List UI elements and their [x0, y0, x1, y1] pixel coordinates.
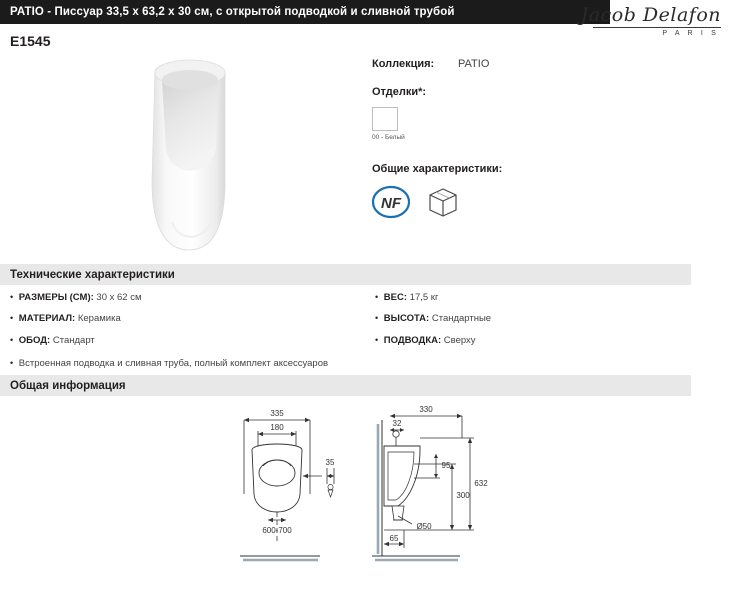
tech-spec-label: ПОДВОДКА: — [383, 334, 442, 346]
side-view-drawing — [372, 414, 474, 560]
tech-spec-value: Керамика — [77, 313, 121, 325]
collection-row — [372, 58, 702, 70]
finish-swatch-white[interactable] — [372, 107, 398, 131]
tech-spec-item — [375, 292, 705, 303]
bullet-icon: • — [375, 334, 379, 345]
side-dim-300: 300 — [456, 491, 470, 500]
tech-spec-value: Стандартные — [431, 313, 492, 325]
tech-spec-item-note — [10, 358, 723, 369]
collection-label: Коллекция: — [372, 58, 435, 70]
tech-spec-label: ОБОД: — [18, 334, 51, 346]
general-specs-block — [372, 163, 702, 224]
tech-spec-value: Стандарт — [52, 334, 95, 346]
brand-subtitle: P A R I S — [662, 30, 719, 37]
product-image — [120, 52, 320, 257]
tech-spec-value: Сверху — [443, 334, 476, 346]
header-title-bar — [0, 0, 610, 24]
finish-swatch-group — [372, 107, 702, 141]
section-title-technical: Технические характеристики — [10, 268, 175, 281]
tech-spec-label: ВЕС: — [383, 292, 408, 303]
brand-logo — [581, 6, 721, 37]
technical-specs — [10, 292, 723, 380]
front-dim-35: 35 — [325, 458, 335, 467]
bullet-icon: • — [375, 292, 379, 302]
brand-name: Jacob Delafon — [580, 4, 721, 26]
package-box-icon — [426, 185, 460, 224]
svg-text:NF: NF — [381, 195, 401, 212]
tech-spec-value: 30 x 62 см — [96, 292, 142, 303]
tech-spec-label: ВЫСОТА: — [383, 313, 430, 325]
tech-spec-item — [375, 313, 705, 324]
technical-drawings — [0, 398, 733, 588]
bullet-icon: • — [10, 358, 14, 369]
collection-value: PATIO — [458, 58, 490, 70]
tech-specs-right-column — [375, 292, 705, 356]
bullet-icon: • — [10, 313, 14, 324]
tech-spec-item — [10, 313, 375, 324]
front-dim-335: 335 — [270, 409, 284, 418]
tech-spec-label: РАЗМЕРЫ (СМ): — [18, 292, 94, 303]
front-view-drawing — [240, 418, 334, 560]
front-dim-floor: 600-700 — [262, 526, 292, 535]
bullet-icon: • — [10, 292, 14, 302]
tech-spec-item — [10, 292, 375, 303]
tech-spec-item — [375, 335, 705, 346]
section-band-general — [0, 375, 733, 396]
page-title: PATIO - Писсуар 33,5 x 63,2 x 30 см, с открытой подводкой и сливной трубой — [10, 6, 455, 18]
side-dim-330: 330 — [419, 405, 433, 414]
side-dim-95: 95 — [441, 461, 451, 470]
section-band-technical — [0, 264, 733, 285]
tech-spec-item — [10, 335, 375, 346]
tech-spec-label: МАТЕРИАЛ: — [18, 313, 76, 325]
nf-certification-icon — [372, 185, 410, 224]
side-dim-632: 632 — [474, 479, 488, 488]
side-dim-32: 32 — [392, 419, 402, 428]
side-dim-outlet: Ø50 — [416, 522, 432, 531]
product-info-column — [372, 58, 702, 224]
badge-group — [372, 185, 702, 224]
general-specs-label: Общие характеристики: — [372, 163, 503, 175]
tech-spec-value: 17,5 кг — [409, 292, 439, 303]
model-code: E1545 — [10, 33, 51, 49]
finish-swatch-caption: 00 - Белый — [372, 134, 405, 141]
brand-rule — [593, 27, 721, 28]
tech-spec-value: Встроенная подводка и сливная труба, полный комплект аксессуаров — [18, 358, 329, 370]
finishes-label: Отделки*: — [372, 86, 427, 98]
front-dim-180: 180 — [270, 423, 284, 432]
tech-specs-left-column — [10, 292, 375, 356]
bullet-icon: • — [10, 334, 14, 345]
finishes-block — [372, 86, 702, 141]
bullet-icon: • — [375, 313, 379, 324]
side-dim-65: 65 — [389, 534, 399, 543]
section-title-general: Общая информация — [10, 379, 126, 392]
